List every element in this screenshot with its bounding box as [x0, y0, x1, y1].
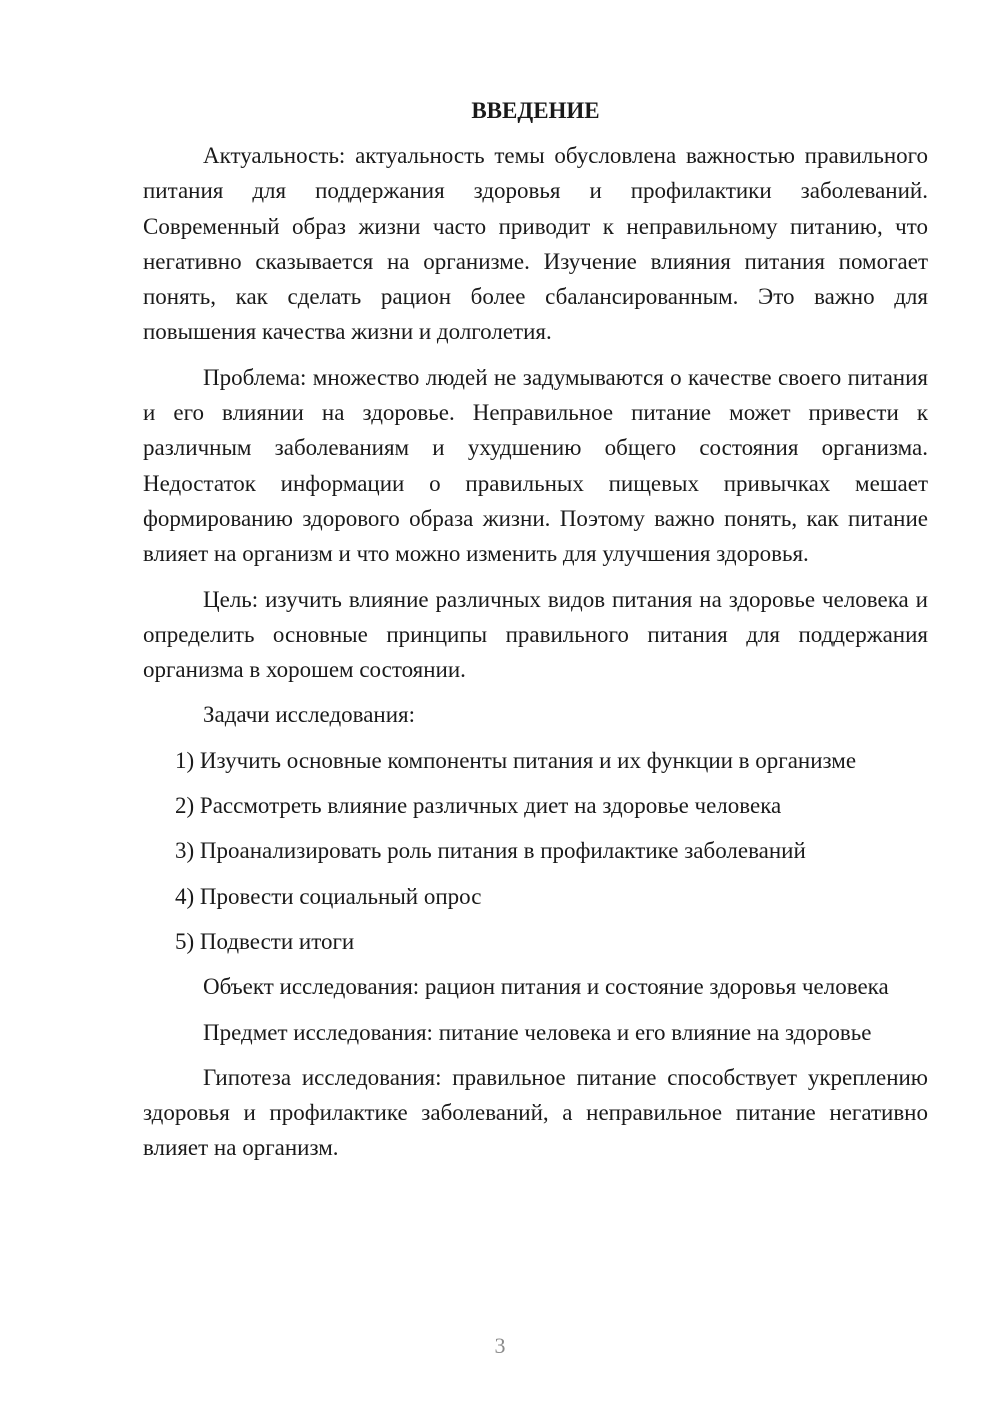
list-item: 2) Рассмотреть влияние различных диет на здоровье человека	[175, 793, 782, 819]
page-number: 3	[494, 1333, 506, 1358]
list-item: 1) Изучить основные компоненты питания и их функции в организме	[175, 747, 857, 773]
tasks-list	[143, 743, 928, 959]
object-paragraph: Объект исследования: рацион питания и состояние здоровья человека	[203, 974, 889, 1000]
section-heading: ВВЕДЕНИЕ	[471, 98, 600, 123]
goal-paragraph: Цель: изучить влияние различных видов питания на здоровье человека и определить основные принципы правильного питания для поддержания организма в хорошем состоянии.	[143, 586, 928, 683]
problem-paragraph: Проблема: множество людей не задумываются о качестве своего питания и его влиянии на здоровье. Неправильное питание может привести к различным заболеваниям и ухудшению общего состояния организма. Недостаток информации о правильных пищевых привычках мешает формированию здорового образа жизни. Поэтому важно понять, как питание влияет на организм и что можно изменить для улучшения здоровья.	[143, 364, 928, 567]
page-content	[143, 93, 928, 1176]
list-item: 4) Провести социальный опрос	[175, 883, 482, 909]
list-item: 3) Проанализировать роль питания в профилактике заболеваний	[175, 838, 806, 864]
hypothesis-paragraph: Гипотеза исследования: правильное питание способствует укреплению здоровья и профилактике заболеваний, а неправильное питание негативно влияет на организм.	[143, 1064, 928, 1161]
list-item: 5) Подвести итоги	[175, 928, 355, 954]
subject-paragraph: Предмет исследования: питание человека и его влияние на здоровье	[203, 1019, 872, 1045]
relevance-paragraph: Актуальность: актуальность темы обусловлена важностью правильного питания для поддержания здоровья и профилактики заболеваний. Современный образ жизни часто приводит к неправильному питанию, что негативно сказывается на организме. Изучение влияния питания помогает понять, как сделать рацион более сбалансированным. Это важно для повышения качества жизни и долголетия.	[143, 143, 928, 345]
tasks-intro: Задачи исследования:	[203, 702, 416, 728]
